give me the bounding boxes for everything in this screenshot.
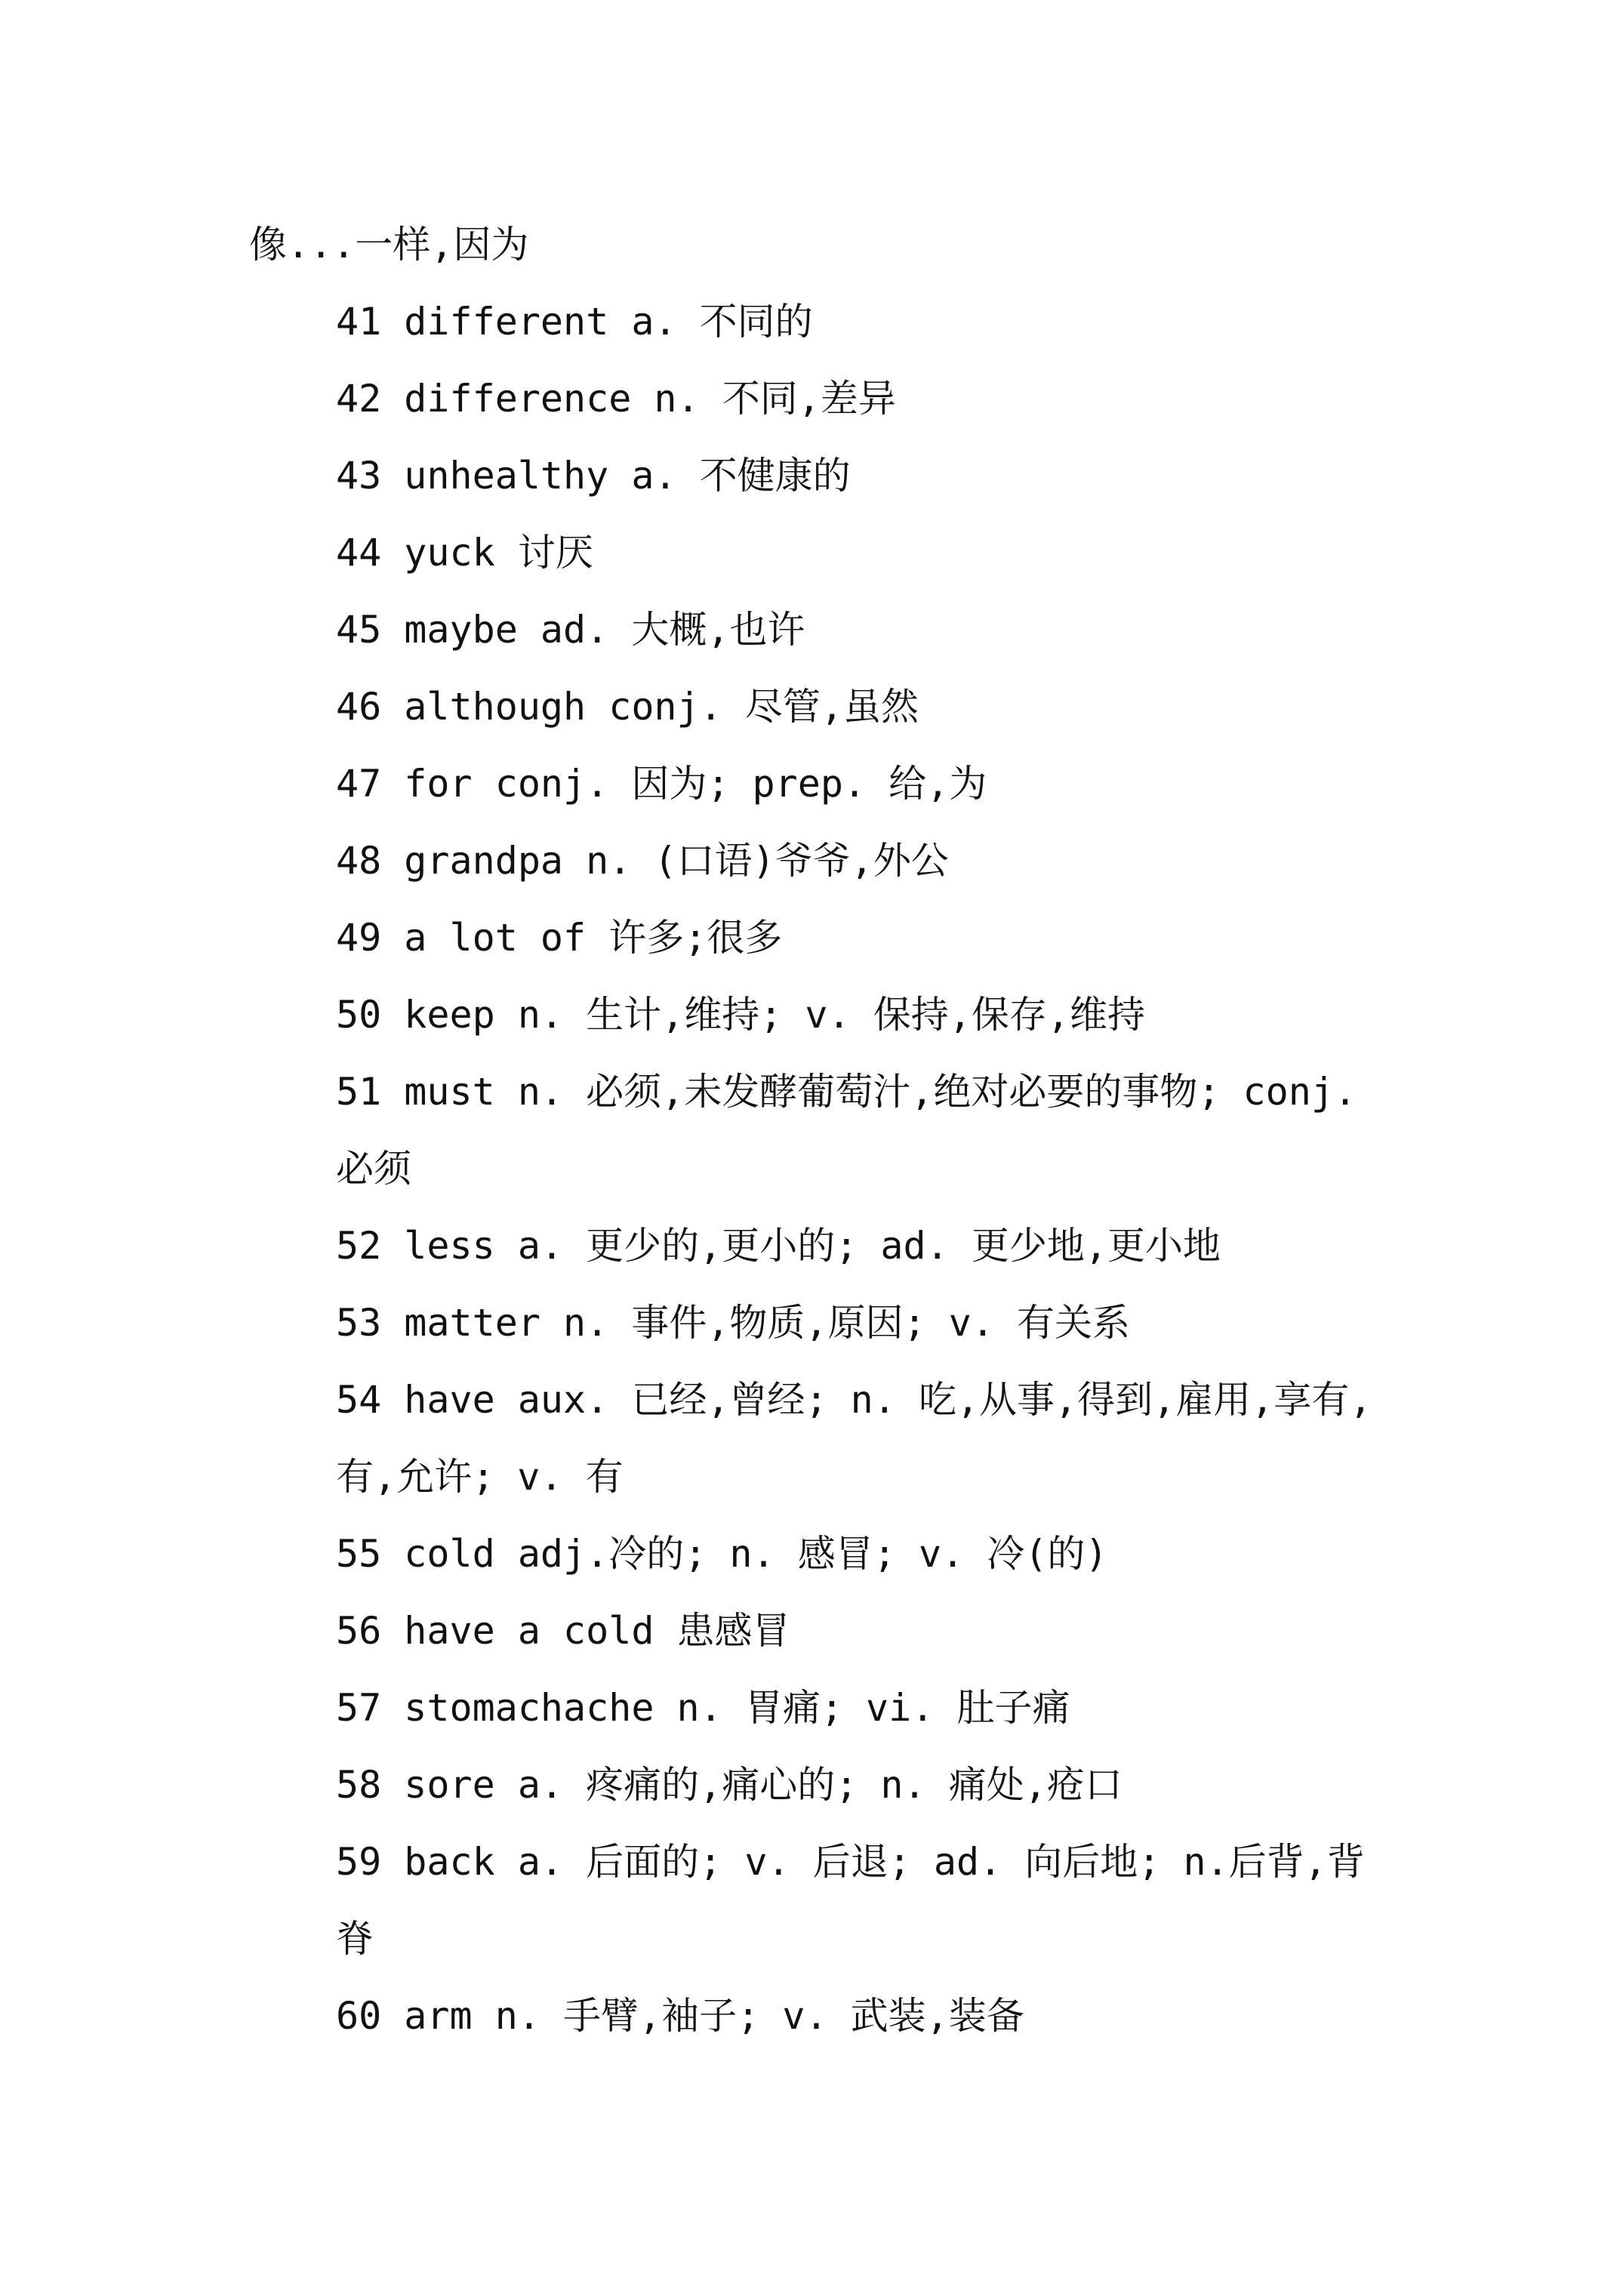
vocab-entry-59: 59 back a. 后面的; v. 后退; ad. 向后地; n.后背,背脊: [336, 1840, 1365, 1961]
vocab-entry-47: 47 for conj. 因为; prep. 给,为: [336, 762, 987, 806]
vocab-entry-41: 41 different a. 不同的: [336, 300, 813, 344]
vocab-entry-44: 44 yuck 讨厌: [336, 531, 593, 575]
vocab-entry-42: 42 difference n. 不同,差异: [336, 377, 896, 421]
vocab-entry-52: 52 less a. 更少的,更小的; ad. 更少地,更小地: [336, 1224, 1221, 1268]
vocab-entry-55: 55 cold adj.冷的; n. 感冒; v. 冷(的): [336, 1532, 1108, 1576]
continuation-line: 像...一样,因为: [249, 223, 529, 267]
vocab-entry-51: 51 must n. 必须,未发酵葡萄汁,绝对必要的事物; conj. 必须: [336, 1070, 1380, 1191]
vocab-entry-60: 60 arm n. 手臂,袖子; v. 武装,装备: [336, 1994, 1024, 2038]
vocab-entry-56: 56 have a cold 患感冒: [336, 1609, 790, 1653]
vocab-entry-58: 58 sore a. 疼痛的,痛心的; n. 痛处,疮口: [336, 1763, 1123, 1807]
vocab-entry-54: 54 have aux. 已经,曾经; n. 吃,从事,得到,雇用,享有,有,允许; v. 有: [336, 1378, 1372, 1499]
vocab-entry-43: 43 unhealthy a. 不健康的: [336, 454, 851, 498]
vocab-entry-53: 53 matter n. 事件,物质,原因; v. 有关系: [336, 1301, 1131, 1345]
vocab-entry-57: 57 stomachache n. 胃痛; vi. 肚子痛: [336, 1686, 1070, 1730]
vocab-entry-48: 48 grandpa n. (口语)爷爷,外公: [336, 839, 949, 883]
vocab-entry-46: 46 although conj. 尽管,虽然: [336, 685, 919, 729]
vocab-entry-45: 45 maybe ad. 大概,也许: [336, 608, 805, 652]
vocabulary-list: [249, 206, 1389, 2054]
vocab-entry-50: 50 keep n. 生计,维持; v. 保持,保存,维持: [336, 993, 1145, 1037]
vocab-entry-49: 49 a lot of 许多;很多: [336, 916, 783, 960]
